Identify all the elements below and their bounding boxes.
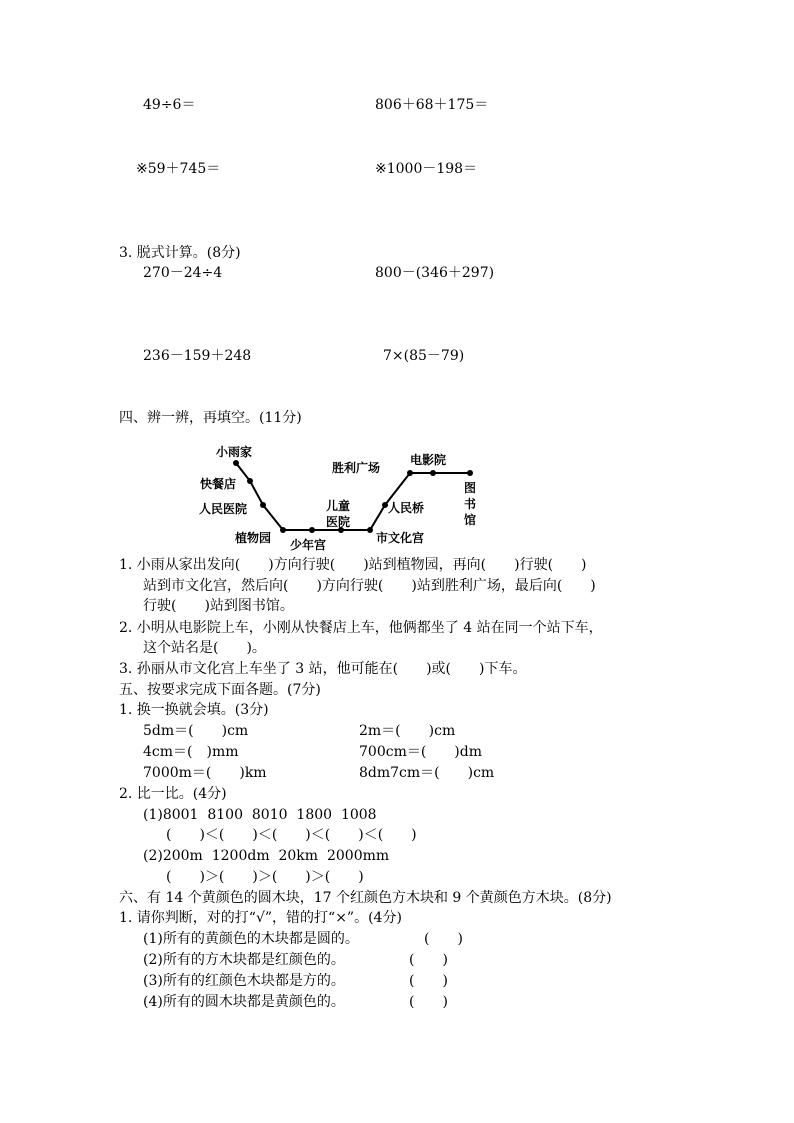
expr-2: 800－(346＋297) — [375, 265, 495, 281]
map-label-shiwenhuagong: 市文化宫 — [376, 531, 425, 545]
map-label-zhiwuyuan: 植物园 — [235, 531, 272, 545]
map-label-shu: 书 — [464, 497, 477, 511]
stop-shiwenhuagong — [367, 527, 373, 533]
compare-1-numbers: (1)8001 8100 8010 1800 1008 — [143, 807, 377, 823]
map-label-xiaoyujia: 小雨家 — [216, 445, 253, 459]
compare-2-answers: ( )＞( )＞( )＞( ) — [166, 869, 364, 885]
section5-p1-title: 1. 换一换就会填。(3分) — [119, 702, 269, 718]
stop-xiaoyujia — [233, 460, 239, 466]
section3-title: 3. 脱式计算。(8分) — [119, 245, 241, 261]
judge-4: (4)所有的圆木块都是黄颜色的。 — [143, 994, 345, 1010]
compare-1-answers: ( )＜( )＜( )＜( )＜( ) — [166, 827, 417, 843]
calc-q1: 49÷6＝ — [143, 97, 196, 113]
convert-6: 8dm7cm＝( )cm — [359, 765, 495, 781]
judge-1: (1)所有的黄颜色的木块都是圆的。 — [143, 931, 359, 947]
section4-q2-line1: 2. 小明从电影院上车，小刚从快餐店上车，他俩都坐了 4 站在同一个站下车， — [119, 620, 603, 636]
judge-3: (3)所有的红颜色木块都是方的。 — [143, 973, 345, 989]
section6-title: 六、有 14 个黄颜色的圆木块，17 个红颜色方木块和 9 个黄颜色方木块。(8分) — [119, 890, 612, 906]
map-label-tu: 图 — [464, 481, 477, 495]
section4-q2-line2: 这个站名是( )。 — [143, 640, 266, 656]
section5-p2-title: 2. 比一比。(4分) — [119, 786, 227, 802]
map-label-shaoniangong: 少年宫 — [290, 538, 327, 552]
calc-q4: ※1000－198＝ — [375, 161, 478, 177]
section4-q1-line3: 行驶( )站到图书馆。 — [143, 598, 294, 614]
stop-zhiwuyuan — [280, 527, 286, 533]
map-label-yiyuan: 医院 — [326, 515, 351, 529]
expr-4: 7×(85－79) — [383, 348, 465, 364]
stop-kuaican — [247, 478, 253, 484]
section5-title: 五、按要求完成下面各题。(7分) — [119, 682, 321, 698]
judge-3-answer: ( ) — [409, 973, 448, 989]
judge-4-answer: ( ) — [409, 994, 448, 1010]
section4-title: 四、辨一辨，再填空。(11分) — [119, 410, 302, 426]
map-label-renminqiao: 人民桥 — [388, 501, 425, 515]
stop-tushuguan — [467, 470, 473, 476]
stop-shengliguangchang — [407, 470, 413, 476]
judge-2-answer: ( ) — [409, 952, 448, 968]
section4-q1-line2: 站到市文化宫，然后向( )方向行驶( )站到胜利广场，最后向( ) — [143, 578, 596, 594]
judge-2: (2)所有的方木块都是红颜色的。 — [143, 952, 345, 968]
calc-q2: 806＋68＋175＝ — [375, 97, 489, 113]
expr-3: 236－159＋248 — [143, 348, 252, 364]
compare-2-lengths: (2)200m 1200dm 20km 2000mm — [143, 848, 390, 864]
section4-q3: 3. 孙丽从市文化宫上车坐了 3 站，他可能在( )或( )下车。 — [119, 661, 527, 677]
map-label-kuaican: 快餐店 — [200, 477, 237, 491]
map-label-ertong: 儿童 — [326, 499, 351, 513]
calc-q3: ※59＋745＝ — [136, 161, 221, 177]
convert-4: 700cm＝( )dm — [359, 744, 482, 760]
expr-1: 270－24÷4 — [143, 265, 223, 281]
judge-1-answer: ( ) — [424, 931, 463, 947]
convert-3: 4cm＝( )mm — [143, 744, 239, 760]
convert-5: 7000m＝( )km — [143, 765, 267, 781]
map-label-dianyingyuan: 电影院 — [410, 453, 447, 467]
map-label-renmin-yiyuan: 人民医院 — [199, 502, 248, 516]
map-label-guan: 馆 — [464, 513, 477, 527]
stop-dianyingyuan — [430, 470, 436, 476]
convert-2: 2m＝( )cm — [359, 723, 456, 739]
convert-1: 5dm＝( )cm — [143, 723, 249, 739]
stop-renmin-yiyuan — [260, 502, 266, 508]
section4-q1-line1: 1. 小雨从家出发向( )方向行驶( )站到植物园，再向( )行驶( ) — [119, 557, 587, 573]
map-label-shengliguangchang: 胜利广场 — [332, 461, 381, 475]
stop-shaoniangong — [309, 527, 315, 533]
section6-p1-title: 1. 请你判断，对的打“√”，错的打“×”。(4分) — [119, 910, 402, 926]
